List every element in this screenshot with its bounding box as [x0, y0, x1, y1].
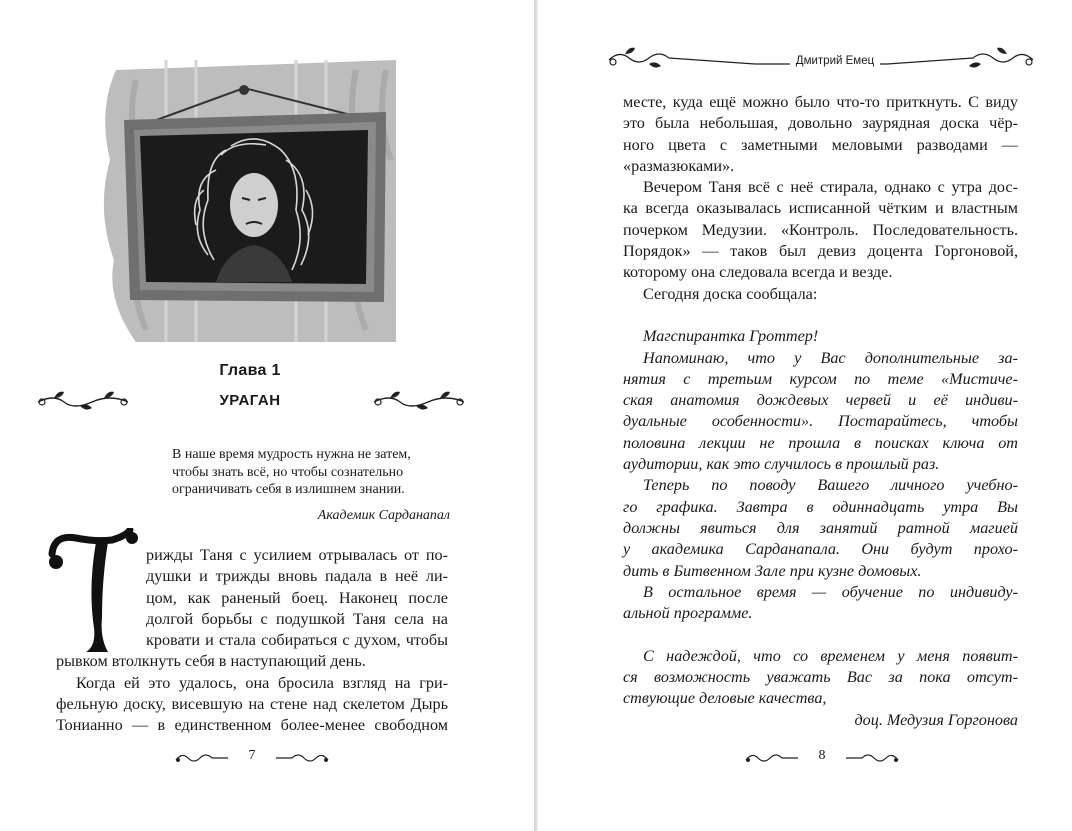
- body-line: которому она следовала всегда и везде.: [623, 263, 893, 282]
- floral-vine-ornament-left: [34, 386, 132, 416]
- note-line: Теперь по поводу Вашего личного учебно-: [643, 476, 1018, 495]
- right-body-text: [623, 92, 1018, 731]
- body-line: ного цвета с заметными меловыми разводами —: [623, 135, 1018, 154]
- blank-line: [623, 624, 1018, 645]
- epigraph-line: ограничивать себя в излишнем знании.: [172, 482, 405, 497]
- swirl-ornament-icon: [272, 750, 332, 766]
- floral-vine-ornament-right: [370, 386, 468, 416]
- left-page: [0, 0, 534, 831]
- left-body-text: [56, 545, 448, 737]
- note-line: В остальное время — обучение по индивиду-: [643, 582, 1018, 601]
- signature: доц. Медузия Горгонова: [854, 710, 1018, 729]
- note-line: ская анатомия дождевых червей и её индиви-: [623, 391, 1018, 410]
- note-line: С надеждой, что со временем у меня появит-: [643, 646, 1018, 665]
- swirl-ornament-icon: [172, 750, 232, 766]
- body-line: ка всегда оказывалась исписанной чётким и властным: [623, 199, 1018, 218]
- note-line: у академика Сарданапала. Они будут прохо-: [623, 540, 1018, 559]
- body-line: долгой борьбы с подушкой Таня села на: [146, 609, 448, 628]
- note-line: Напоминаю, что у Вас дополнительные за-: [643, 348, 1018, 367]
- body-line: это была небольшая, довольно заурядная доска чёр-: [623, 114, 1018, 133]
- body-line: Тонианно — в единственном более-менее свободном: [56, 716, 448, 735]
- swirl-ornament-icon: [842, 750, 902, 766]
- body-line: «размазюками».: [623, 156, 735, 175]
- framed-portrait-illustration: [96, 60, 396, 342]
- body-line: месте, куда ещё можно было что-то приткнуть. С виду: [623, 93, 1018, 111]
- note-line: половина лекции не прошла в поисках ключа от: [623, 433, 1018, 452]
- note-line: дить в Битвенном Зале при кузне домовых.: [623, 561, 922, 580]
- chapter-title: УРАГАН: [219, 392, 281, 409]
- note-line: го графика. Завтра в одиннадцать утра Вы: [623, 497, 1018, 516]
- note-line: ствующие деловые качества,: [623, 689, 827, 708]
- blank-line: [623, 305, 1018, 326]
- body-line: Сегодня доска сообщала:: [643, 284, 818, 303]
- note-line: нятия с третьим курсом по теме «Мистиче-: [623, 369, 1018, 388]
- running-head: [760, 55, 910, 67]
- chapter-number: Глава 1: [219, 362, 281, 379]
- body-line: почерком Медузии. «Контроль. Последовательность.: [623, 220, 1018, 239]
- body-line: Когда ей это удалось, она бросила взгляд на гри-: [76, 673, 448, 692]
- note-line: ся возможность уважать Вас за пока отсут-: [623, 668, 1018, 687]
- page-number: 8: [818, 748, 826, 763]
- note-line: Магспирантка Гроттер!: [643, 327, 819, 346]
- body-line: кровати и стала собираться с духом, чтобы: [146, 631, 448, 650]
- epigraph-author: Академик Сарданапал: [317, 508, 450, 523]
- epigraph-line: В наше время мудрость нужна не затем,: [172, 447, 411, 462]
- swirl-ornament-icon: [742, 750, 802, 766]
- body-line: фельную доску, висевшую на стене над скелетом Дырь: [56, 695, 448, 714]
- body-line: душки и трижды вновь падала в неё ли-: [146, 567, 448, 586]
- note-line: должны явиться для занятий ратной магией: [623, 518, 1018, 537]
- note-line: альной программе.: [623, 604, 753, 623]
- body-line: цом, как раненый боец. Наконец после: [146, 588, 448, 607]
- page-number: 7: [248, 748, 256, 763]
- drop-cap-letter: Т: [46, 528, 47, 529]
- running-head-text: Дмитрий Емец: [790, 55, 880, 67]
- folio-right: [742, 748, 902, 768]
- body-line: рижды Таня с усилием отрывалась от по-: [146, 546, 448, 564]
- note-line: аудитории, как это случилось в прошлый раз.: [623, 455, 940, 474]
- body-line: рывком втолкнуть себя в наступающий день.: [56, 652, 366, 671]
- body-line: Вечером Таня всё с неё стирала, однако с утра дос-: [643, 178, 1018, 197]
- folio-left: [172, 748, 332, 768]
- body-line: Порядок» — таков был девиз доцента Горгоновой,: [623, 242, 1018, 261]
- epigraph-line: чтобы знать всё, но чтобы сознательно: [172, 464, 404, 480]
- note-line: дуальные особенности». Постарайтесь, чтобы: [623, 412, 1018, 431]
- epigraph: [172, 446, 452, 499]
